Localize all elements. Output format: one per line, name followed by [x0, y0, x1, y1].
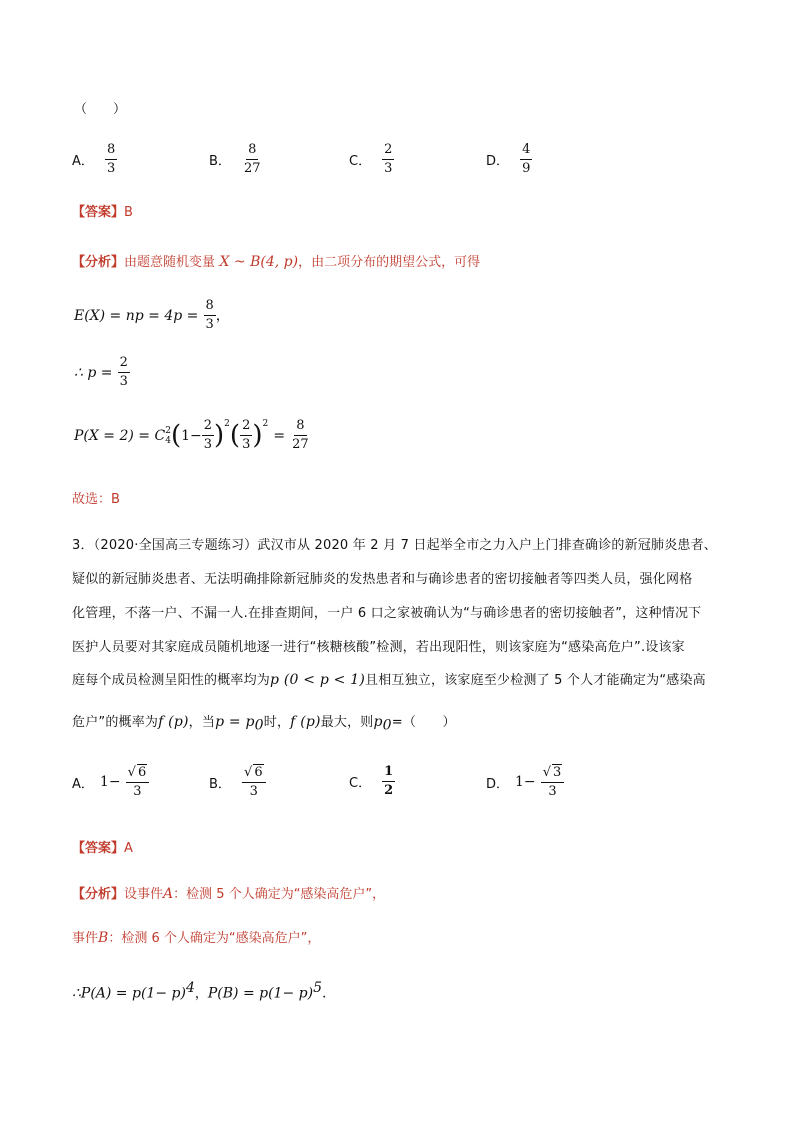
answer-line	[72, 202, 133, 223]
question-3-line-5: 庭每个成员检测呈阳性的概率均为p (0 < p < 1)且相互独立，该家庭至少检测了 5 个人才能确定为“感染高	[72, 672, 706, 688]
option-label: A．	[72, 154, 94, 169]
question-3-line-4: 医护人员要对其家庭成员随机地逐一进行“核糖核酸”检测，若出现阳性，则该家庭为“感染高危户”.设该家	[72, 640, 685, 655]
answer-tag: 【答案】	[72, 205, 125, 220]
math-expression: p (0 < p < 1)	[270, 672, 365, 688]
analysis-tag: 【分析】	[72, 255, 125, 270]
fraction: $\frac{8}{27}$	[244, 142, 261, 176]
answer-tag: 【答案】	[72, 841, 125, 856]
equation-expectation: E(X) = np = 4p = $\frac{8}{3}$ ，	[74, 298, 230, 332]
fraction: $\frac{4}{9}$	[522, 142, 531, 176]
question-3-line-3: 化管理，不落一户、不漏一人.在排查期间，一户 6 口之家被确认为“与确诊患者的密切接触者”，这种情况下	[72, 606, 702, 621]
fraction: $\frac{√ 3}{3}$	[541, 764, 565, 800]
analysis-line: 【分析】设事件A：检测 5 个人确定为“感染高危户”，	[72, 886, 386, 902]
answer-line	[72, 838, 133, 859]
fraction: $\frac{1}{2}$	[384, 764, 394, 798]
option-d[interactable]	[486, 142, 532, 177]
fraction: $\frac{8}{3}$	[107, 142, 116, 176]
option-d[interactable]: D． 1− $\frac{√ 3}{3}$	[486, 764, 564, 800]
analysis-tag: 【分析】	[72, 887, 125, 902]
answer-paren: （ ）	[74, 102, 127, 117]
fraction: $\frac{2}{3}$	[384, 142, 393, 176]
option-b[interactable]: B． $\frac{√ 6}{3}$	[209, 764, 266, 800]
option-label: B．	[209, 154, 231, 169]
option-c[interactable]	[349, 142, 394, 177]
math-expression: X ~ B(4, p)	[219, 254, 299, 270]
option-b[interactable]	[209, 142, 263, 177]
equation-p: ∴ p = $\frac{2}{3}$	[74, 355, 128, 389]
option-a[interactable]	[72, 142, 117, 177]
fraction: $\frac{√ 6}{3}$	[242, 764, 266, 800]
fraction: $\frac{√ 6}{3}$	[126, 764, 150, 800]
analysis-line-3: ∴P(A) = $p(1- p)^4$，$P(B) = p(1- p)^5$.	[72, 980, 327, 1002]
question-3-line-6: 危户”的概率为f (p)，当$p = p_0$时，f (p)最大，则$p_0=$（ ）	[72, 714, 456, 734]
conclusion: 故选：B	[72, 492, 120, 507]
option-label: C．	[349, 154, 372, 169]
option-c[interactable]: C． $\frac{1}{2}$	[349, 764, 394, 798]
answer-value: A	[124, 841, 133, 856]
option-a[interactable]: A． 1− $\frac{√ 6}{3}$	[72, 764, 149, 800]
question-3-line-1: 3．（2020·全国高三专题练习）武汉市从 2020 年 2 月 7 日起举全市之力入户上门排查确诊的新冠肺炎患者、	[72, 538, 718, 553]
analysis-line: 【分析】由题意随机变量 X ~ B(4, p)，由二项分布的期望公式，可得	[72, 254, 481, 270]
equation-probability: P(X = 2) = C 2 4 (1− $\frac{2}{3}$ )$^2$( $\frac{2}{3}$ )$^2$ = $\frac{8}{27}$	[74, 418, 309, 452]
question-3-line-2: 疑似的新冠肺炎患者、无法明确排除新冠肺炎的发热患者和与确诊患者的密切接触者等四类人员，强化网格	[72, 572, 693, 587]
option-label: D．	[486, 154, 510, 169]
analysis-line-2: 事件B：检测 6 个人确定为“感染高危户”，	[72, 930, 321, 946]
answer-value: B	[124, 205, 133, 220]
